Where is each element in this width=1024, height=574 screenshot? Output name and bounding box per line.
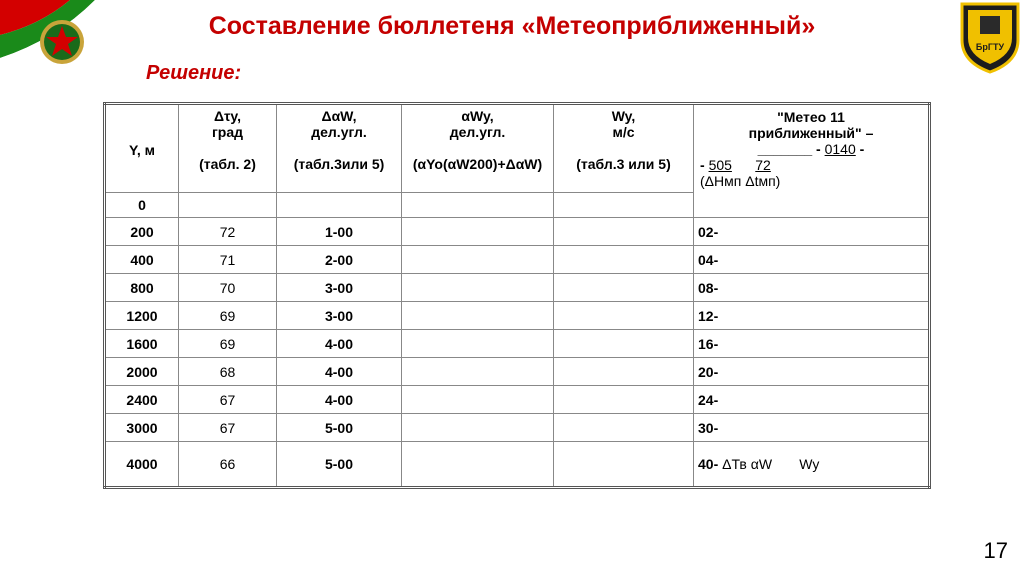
section-subtitle: Решение: bbox=[146, 62, 242, 84]
table-row: 3000 67 5-00 30- bbox=[105, 414, 930, 442]
table-row: 1200 69 3-00 12- bbox=[105, 302, 930, 330]
emblem-text: БрГТУ bbox=[975, 42, 1005, 52]
cell-meteo-last: 40- ΔТв αW Wy bbox=[694, 442, 930, 488]
table-header-row bbox=[105, 104, 930, 193]
header-meteo: "Метео 11 приближенный" – _______ - 0140 - - 505 72 (ΔНмп Δtмп) bbox=[694, 104, 930, 218]
table-row: 2400 67 4-00 24- bbox=[105, 386, 930, 414]
table-row: 200 72 1-00 02- bbox=[105, 218, 930, 246]
table-row: 4000 66 5-00 40- ΔТв αW Wy bbox=[105, 442, 930, 488]
header-w: Wy, м/с (табл.3 или 5) bbox=[554, 104, 694, 193]
table-row: 800 70 3-00 08- bbox=[105, 274, 930, 302]
header-y: Y, м bbox=[105, 104, 179, 193]
page-title: Составление бюллетеня «Метеоприближенный» bbox=[208, 12, 816, 40]
table-row: 400 71 2-00 04- bbox=[105, 246, 930, 274]
table-row: 1600 69 4-00 16- bbox=[105, 330, 930, 358]
page-number: 17 bbox=[983, 538, 1008, 563]
header-dt: Δτу, град (табл. 2) bbox=[179, 104, 277, 193]
header-da: ΔαW, дел.угл. (табл.3или 5) bbox=[277, 104, 402, 193]
cell-y: 0 bbox=[105, 192, 179, 217]
header-aw: αWy, дел.угл. (αYo(αW200)+ΔαW) bbox=[402, 104, 554, 193]
table-row: 2000 68 4-00 20- bbox=[105, 358, 930, 386]
meteo-table bbox=[103, 102, 931, 489]
